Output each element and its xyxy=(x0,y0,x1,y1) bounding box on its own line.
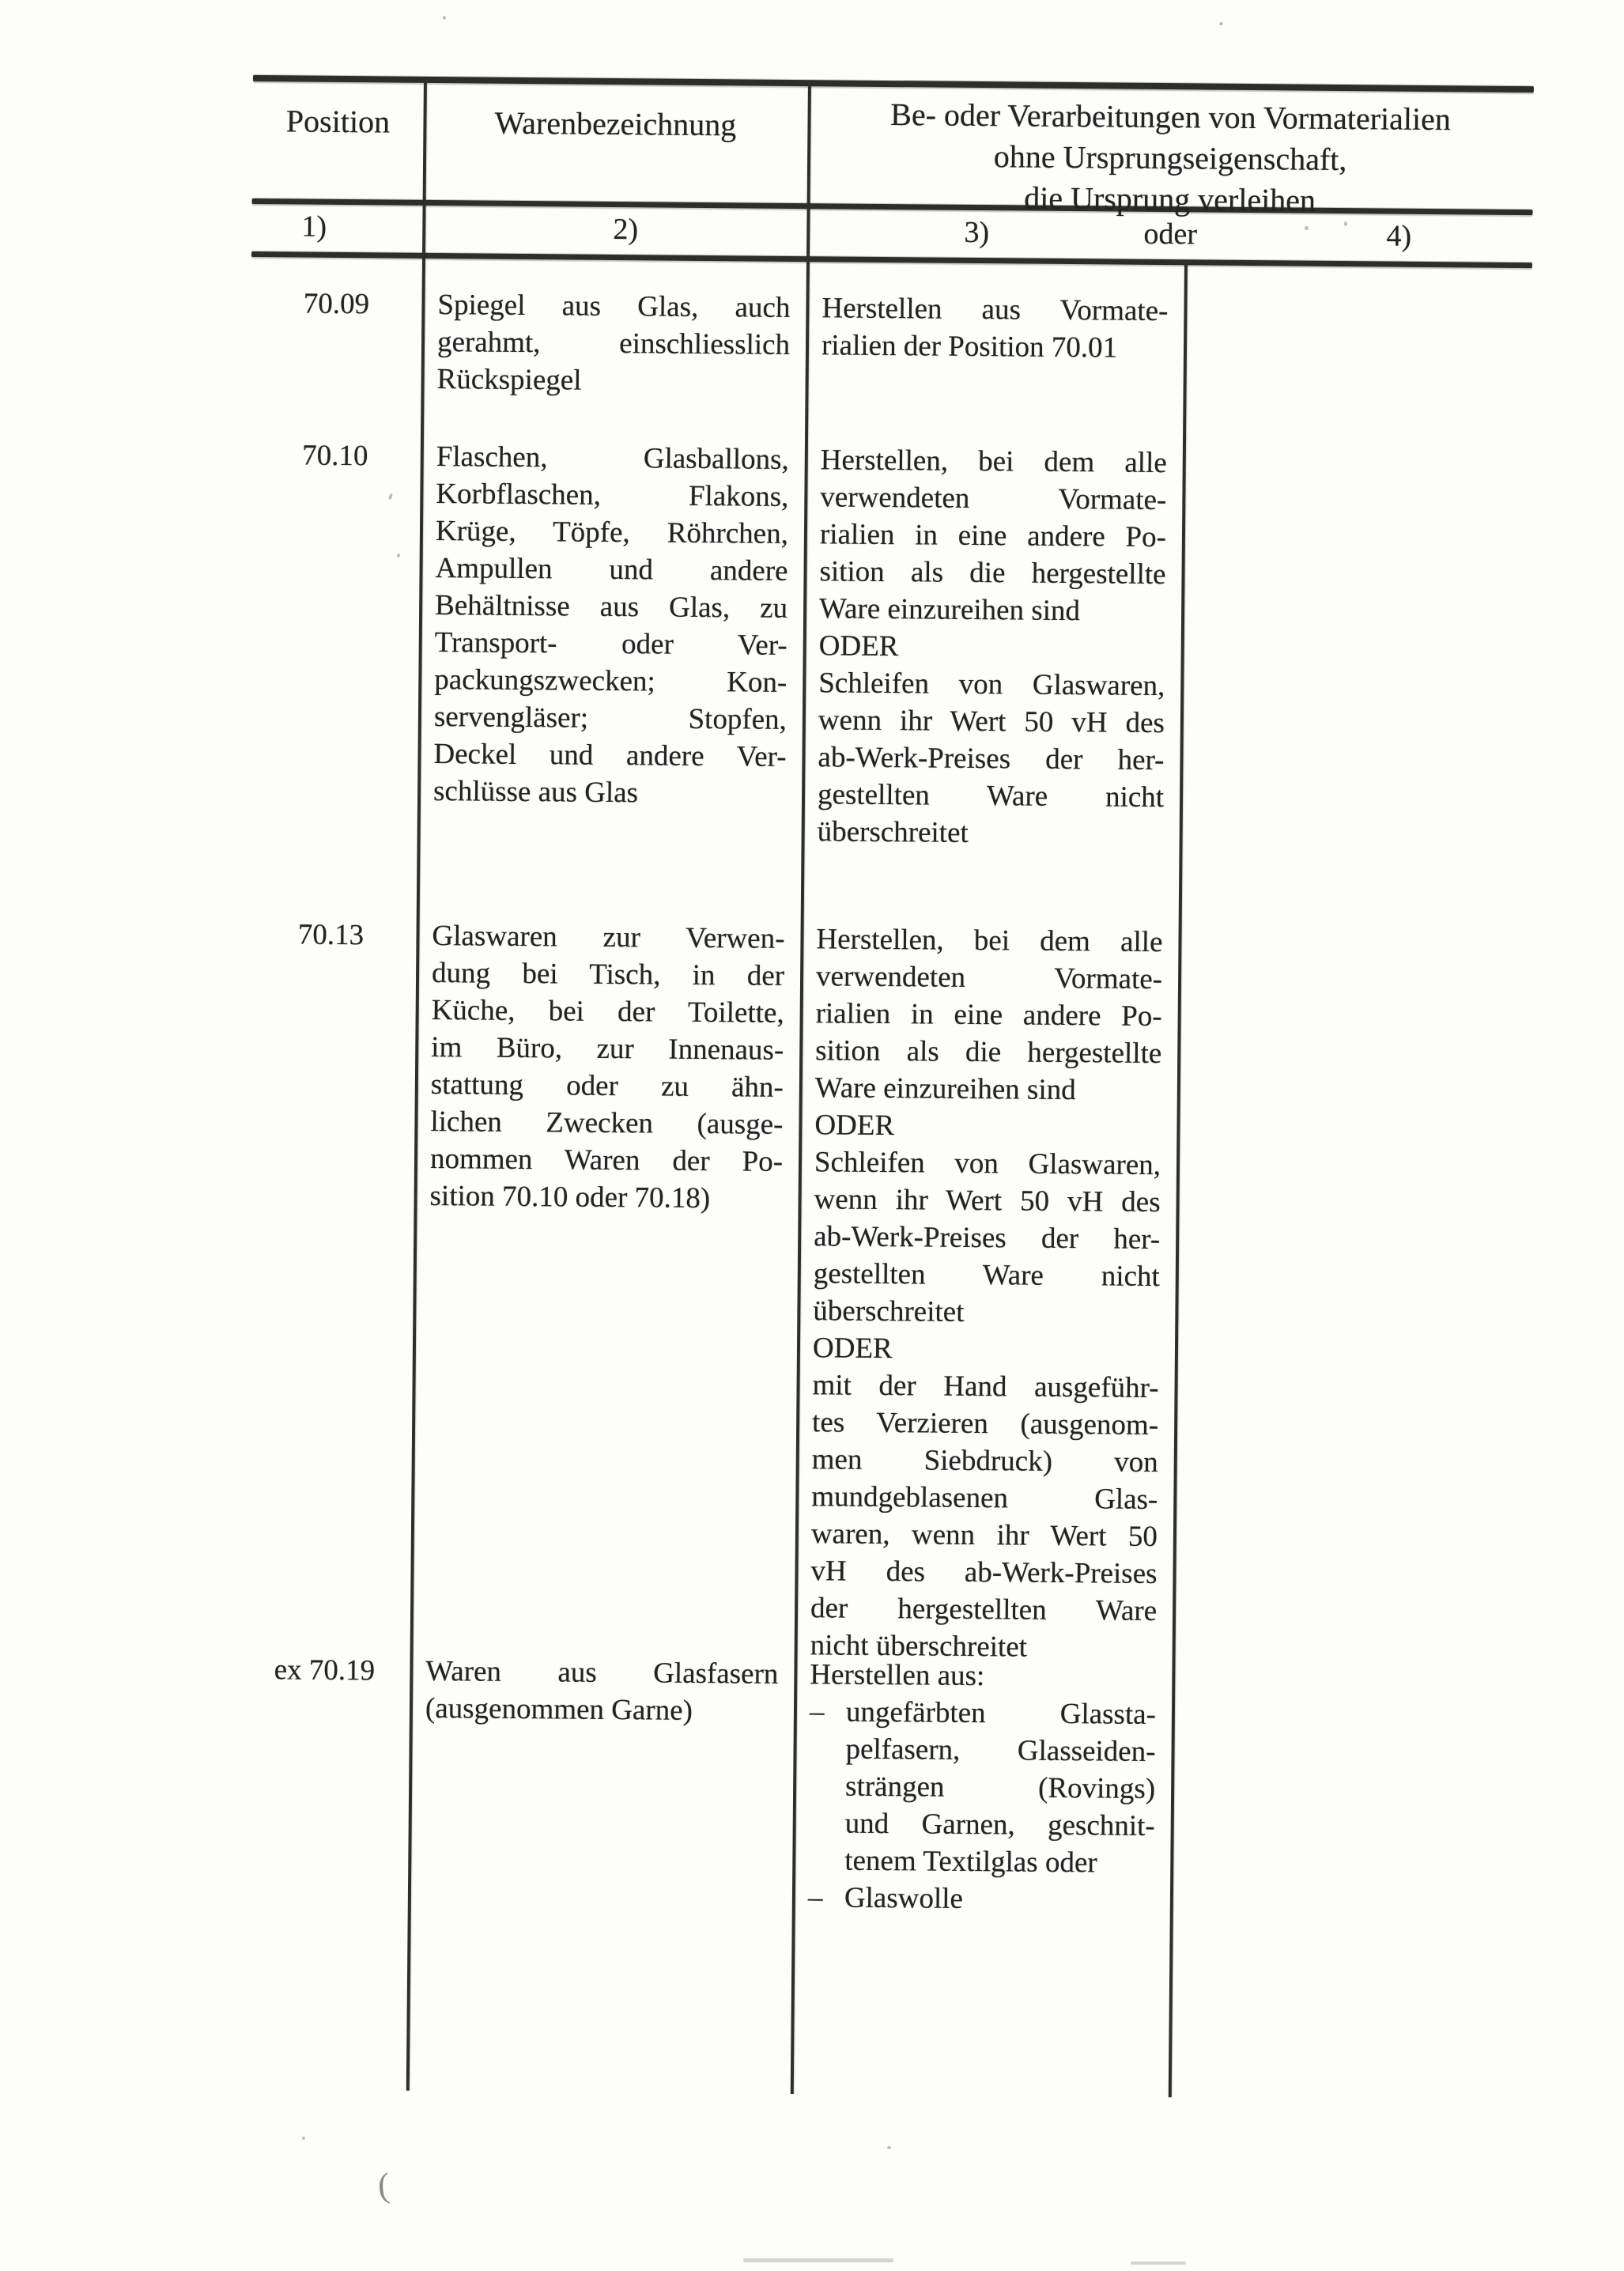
text-line: Glaswaren zur Verwen- xyxy=(432,920,785,955)
row-7013-description xyxy=(429,917,784,1218)
paragraph xyxy=(817,664,1165,853)
stray-paren-mark: ( xyxy=(376,2165,391,2205)
list-item xyxy=(808,1693,1156,1882)
list-item-text xyxy=(844,1880,1154,1919)
text-line: Korbflaschen, Flakons, xyxy=(436,478,789,513)
scan-smudge xyxy=(743,2258,893,2262)
text-line: Flaschen, Glasballons, xyxy=(436,440,789,476)
text-line: gestellten Ware nicht xyxy=(813,1257,1160,1294)
text-line: (ausgenommen Garne) xyxy=(425,1691,693,1727)
header-processing-line-2: ohne Ursprungseigenschaft, xyxy=(993,138,1347,178)
text-line: rialien der Position 70.01 xyxy=(821,329,1118,365)
text-line: waren, wenn ihr Wert 50 xyxy=(810,1517,1158,1554)
text-line: servengläser; Stopfen, xyxy=(433,701,787,736)
scan-speck xyxy=(887,2146,891,2149)
row-7010-position: 70.10 xyxy=(302,439,368,473)
text-line: wenn ihr Wert 50 vH des xyxy=(814,1183,1161,1219)
scan-speck xyxy=(397,554,400,557)
text-line: ODER xyxy=(812,1332,893,1366)
text-line: überschreitet xyxy=(813,1294,965,1328)
text-line: Herstellen, bei dem alle xyxy=(820,444,1167,480)
text-line: Ampullen und andere xyxy=(435,552,788,588)
list-item xyxy=(808,1879,1154,1919)
text-line: ungefärbten Glassta- xyxy=(845,1695,1157,1732)
text-line: tenem Textilglas oder xyxy=(844,1844,1097,1880)
scan-speck xyxy=(1344,221,1347,226)
header-processing-line-3: die Ursprung verleihen xyxy=(1024,179,1316,218)
text-line: sition als die hergestellte xyxy=(819,555,1166,591)
text-line: mit der Hand ausgeführ- xyxy=(812,1369,1159,1405)
list-item-text xyxy=(844,1694,1156,1882)
text-line: der hergestellten Ware xyxy=(810,1592,1158,1628)
text-line: mundgeblasenen Glas- xyxy=(811,1480,1158,1517)
text-line: überschreitet xyxy=(817,815,969,849)
text-line: Schleifen von Glaswaren, xyxy=(818,667,1165,703)
text-line: vH des ab-Werk-Preises xyxy=(810,1555,1158,1591)
row-7009-description xyxy=(436,286,790,401)
text-line: ODER xyxy=(814,1109,895,1143)
text-line: Herstellen aus Vormate- xyxy=(821,292,1169,328)
text-line: gestellten Ware nicht xyxy=(817,778,1165,814)
table-top-rule xyxy=(253,75,1534,93)
header-processing-line-1: Be- oder Verarbeitungen von Vormaterialien xyxy=(890,96,1452,138)
text-line: tes Verzieren (ausgenom- xyxy=(811,1406,1159,1442)
text-line: strängen (Rovings) xyxy=(844,1770,1156,1806)
text-line: Spiegel aus Glas, auch xyxy=(437,289,791,324)
text-line: im Büro, zur Innenaus- xyxy=(431,1031,784,1067)
subheader-col2: 2) xyxy=(613,212,639,247)
text-line: wenn ihr Wert 50 vH des xyxy=(818,704,1165,740)
text-line: nommen Waren der Po- xyxy=(429,1143,784,1178)
column-divider-3 xyxy=(1169,261,1188,2097)
scan-speck xyxy=(443,16,446,20)
text-line: und Garnen, geschnit- xyxy=(844,1807,1155,1843)
paragraph xyxy=(810,1656,1156,1696)
text-line: gerahmt, einschliesslich xyxy=(436,326,791,361)
paragraph xyxy=(815,920,1163,1109)
row-7013-position: 70.13 xyxy=(297,918,364,952)
text-line: stattung oder zu ähn- xyxy=(430,1068,784,1104)
row-7009-position: 70.09 xyxy=(303,287,370,321)
row-7010-description xyxy=(433,438,789,813)
paragraph xyxy=(813,1143,1161,1332)
text-line: Ware einzureihen sind xyxy=(818,592,1081,628)
text-line: Glaswolle xyxy=(844,1881,964,1915)
row-7013-processing xyxy=(810,920,1162,1667)
subheader-oder: oder xyxy=(1143,217,1198,251)
scan-smudge xyxy=(1131,2262,1186,2265)
text-line: lichen Zwecken (ausge- xyxy=(430,1105,784,1141)
paragraph xyxy=(814,1106,1161,1147)
text-line: ODER xyxy=(818,629,899,663)
text-line: ab-Werk-Preises der her- xyxy=(814,1220,1161,1256)
subheader-col1: 1) xyxy=(301,210,327,244)
paragraph xyxy=(810,1366,1158,1667)
list-dash: – xyxy=(807,1881,823,1914)
paragraph xyxy=(821,289,1169,367)
header-processing xyxy=(806,93,1533,223)
header-position: Position xyxy=(285,103,391,140)
paragraph xyxy=(425,1653,779,1730)
subheader-bottom-rule xyxy=(251,251,1532,268)
text-line: dung bei Tisch, in der xyxy=(431,957,785,992)
text-line: sition 70.10 oder 70.18) xyxy=(429,1180,711,1215)
text-line: Ware einzureihen sind xyxy=(814,1071,1076,1107)
text-line: nicht überschreitet xyxy=(810,1629,1028,1664)
paragraph xyxy=(436,286,790,401)
row-ex7019-processing xyxy=(808,1656,1157,1919)
list-dash: – xyxy=(809,1695,825,1729)
text-line: Waren aus Glasfasern xyxy=(425,1654,779,1691)
text-line: men Siebdruck) von xyxy=(811,1443,1158,1479)
paragraph xyxy=(433,438,789,813)
paragraph xyxy=(429,917,784,1218)
column-divider-2 xyxy=(791,81,811,2094)
paragraph xyxy=(819,441,1167,630)
scan-speck xyxy=(1219,22,1223,25)
column-divider-1 xyxy=(406,78,427,2091)
subheader-col4: 4) xyxy=(1386,219,1412,253)
header-warenbezeichnung: Warenbezeichnung xyxy=(494,104,737,143)
scan-speck xyxy=(302,2137,305,2140)
paragraph xyxy=(819,627,1165,667)
text-line: rialien in eine andere Po- xyxy=(815,997,1162,1033)
text-line: schlüsse aus Glas xyxy=(432,775,639,810)
row-ex7019-position: ex 70.19 xyxy=(274,1653,376,1687)
text-line: sition als die hergestellte xyxy=(815,1034,1162,1071)
row-7010-processing xyxy=(817,441,1166,853)
text-line: Transport- oder Ver- xyxy=(434,626,787,662)
text-line: packungszwecken; Kon- xyxy=(434,663,787,699)
row-7009-processing xyxy=(821,289,1169,367)
text-line: pelfasern, Glasseiden- xyxy=(845,1733,1156,1769)
paragraph xyxy=(813,1329,1159,1370)
text-line: Schleifen von Glaswaren, xyxy=(814,1146,1161,1182)
text-line: Herstellen, bei dem alle xyxy=(816,923,1163,959)
row-ex7019-description xyxy=(425,1653,779,1730)
text-line: Behältnisse aus Glas, zu xyxy=(434,589,788,625)
text-line: verwendeten Vormate- xyxy=(815,960,1163,996)
text-line: Deckel und andere Ver- xyxy=(433,738,787,773)
text-line: Rückspiegel xyxy=(436,363,582,397)
text-line: Herstellen aus: xyxy=(810,1658,985,1693)
text-line: ab-Werk-Preises der her- xyxy=(818,741,1165,777)
text-line: Küche, bei der Toilette, xyxy=(431,994,784,1030)
text-line: verwendeten Vormate- xyxy=(820,481,1167,517)
text-line: Krüge, Töpfe, Röhrchen, xyxy=(435,515,789,550)
text-line: rialien in eine andere Po- xyxy=(819,518,1167,554)
scan-speck xyxy=(1305,226,1309,230)
subheader-col3: 3) xyxy=(964,215,990,250)
